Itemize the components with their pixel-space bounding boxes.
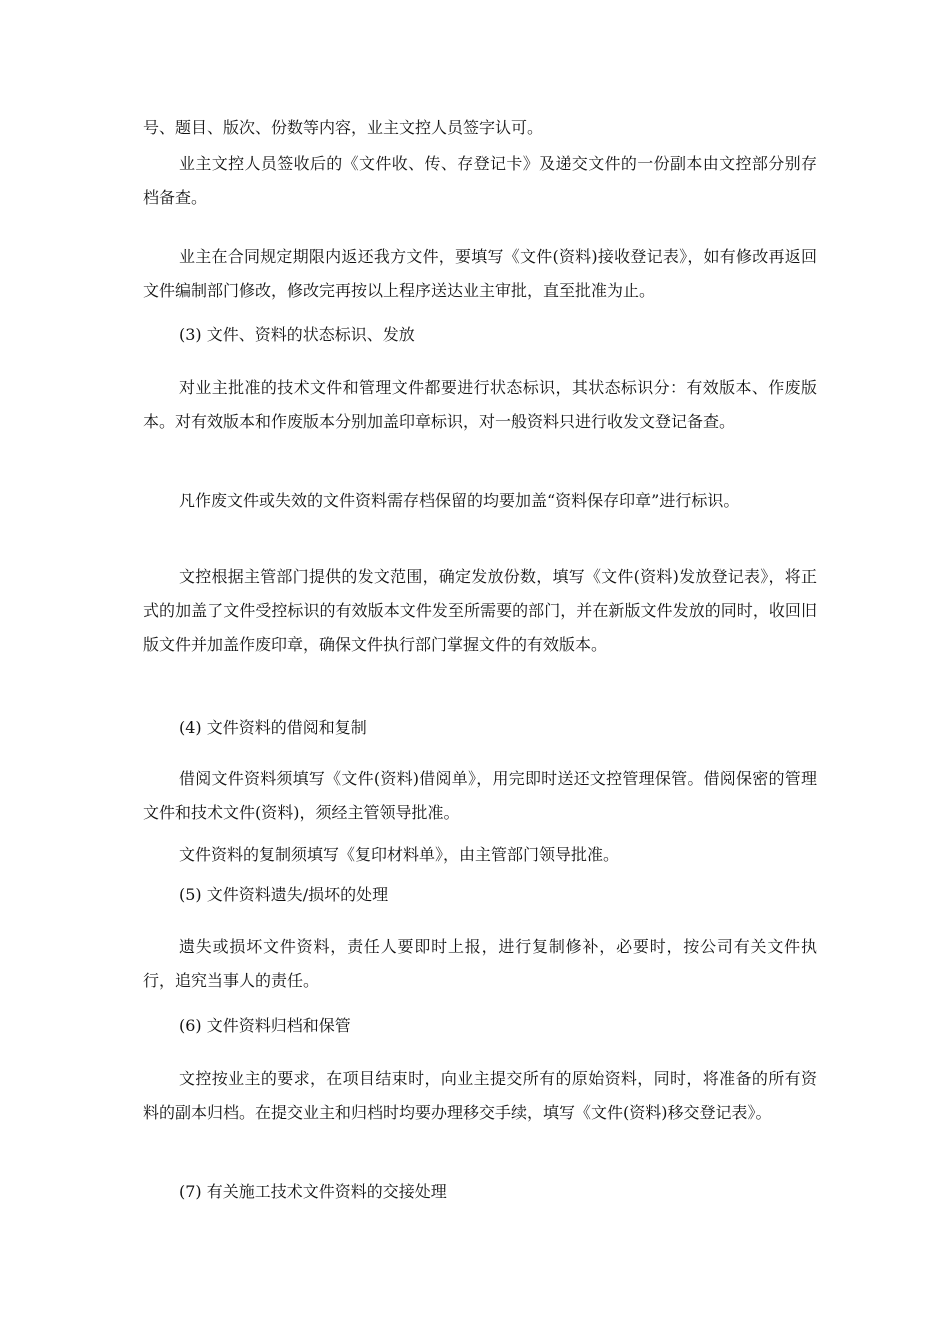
paragraph-continuation: 号、题目、版次、份数等内容，业主文控人员签字认可。 [143, 118, 544, 137]
paragraph-archive-copy: 业主文控人员签收后的《文件收、传、存登记卡》及递交文件的一份副本由文控部分别存档备查。 [143, 154, 817, 207]
paragraph-loss-damage: 遗失或损坏文件资料，责任人要即时上报，进行复制修补，必要时，按公司有关文件执行，追究当事人的责任。 [143, 937, 817, 990]
section-heading-4: (4) 文件资料的借阅和复制 [179, 718, 367, 737]
section-heading-5: (5) 文件资料遗失/损坏的处理 [179, 885, 389, 904]
section-heading-3: (3) 文件、资料的状态标识、发放 [179, 325, 415, 344]
paragraph-distribution: 文控根据主管部门提供的发文范围，确定发放份数，填写《文件(资料)发放登记表》，将正式的加盖了文件受控标识的有效版本文件发至所需要的部门，并在新版文件发放的同时，收回旧版文件并加盖作废印章，确保文件执行部门掌握文件的有效版本。 [143, 567, 817, 654]
paragraph-status-marking: 对业主批准的技术文件和管理文件都要进行状态标识，其状态标识分：有效版本、作废版本。对有效版本和作废版本分别加盖印章标识，对一般资料只进行收发文登记备查。 [143, 378, 817, 431]
section-heading-7: (7) 有关施工技术文件资料的交接处理 [179, 1182, 447, 1201]
section-heading-6: (6) 文件资料归档和保管 [179, 1016, 351, 1035]
paragraph-return-documents: 业主在合同规定期限内返还我方文件，要填写《文件(资料)接收登记表》，如有修改再返回文件编制部门修改，修改完再按以上程序送达业主审批，直至批准为止。 [143, 247, 817, 300]
paragraph-copying: 文件资料的复制须填写《复印材料单》，由主管部门领导批准。 [179, 845, 620, 864]
paragraph-archiving: 文控按业主的要求，在项目结束时，向业主提交所有的原始资料，同时，将准备的所有资料的副本归档。在提交业主和归档时均要办理移交手续，填写《文件(资料)移交登记表》。 [143, 1069, 817, 1122]
paragraph-borrowing: 借阅文件资料须填写《文件(资料)借阅单》，用完即时送还文控管理保管。借阅保密的管理文件和技术文件(资料)，须经主管领导批准。 [143, 769, 817, 822]
paragraph-obsolete-stamp: 凡作废文件或失效的文件资料需存档保留的均要加盖“资料保存印章”进行标识。 [179, 491, 740, 510]
